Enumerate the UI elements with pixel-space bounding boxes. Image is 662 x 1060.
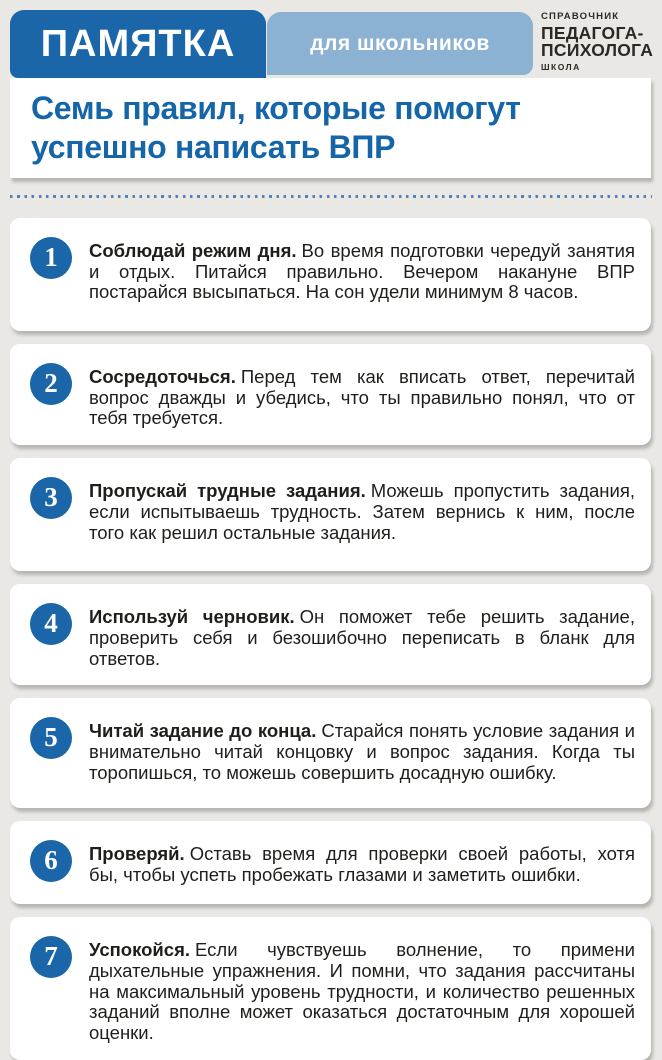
- rule-number: 1: [44, 241, 58, 272]
- rule-number: 5: [44, 721, 58, 752]
- rule-number: 4: [44, 607, 58, 638]
- rule-card-7: [10, 917, 651, 1060]
- rule-body: Можешь пропустить задания, если испытываешь трудность. Затем вернись к ним, после того как решил остальные задания.: [89, 480, 636, 543]
- rule-body: Во время подготовки чередуй занятия и отдых. Питайся правильно. Вечером накануне ВПР постарайся высыпаться. На сон удели минимум 8 часов.: [89, 240, 635, 303]
- dotted-divider: [10, 195, 652, 198]
- rule-text: [89, 367, 635, 429]
- memo-badge: [10, 10, 266, 78]
- title-card: [10, 78, 651, 178]
- rule-number: 7: [44, 940, 58, 971]
- rule-card-6: [10, 821, 651, 904]
- rule-body: Оставь время для проверки своей работы, хотя бы, чтобы успеть пробежать глазами и заметить ошибки.: [89, 843, 635, 885]
- rule-card-5: [10, 698, 651, 808]
- rule-number-badge: [30, 936, 72, 978]
- rule-number-badge: [30, 237, 72, 279]
- rule-number: 3: [44, 481, 58, 512]
- rule-number-badge: [30, 603, 72, 645]
- rule-lead: Пропускай трудные задания.: [89, 480, 366, 502]
- rule-card-3: [10, 458, 651, 571]
- rule-text: [89, 607, 635, 669]
- rule-text: [89, 481, 635, 555]
- logo-bottom-line: ШКОЛА: [541, 62, 581, 73]
- rule-number: 6: [44, 844, 58, 875]
- rule-body: Если чувствуешь волнение, то примени дыхательные упражнения. И помни, что задания рассчитаны на максимальный уровень трудности, и количество решенных заданий вполне может оказаться достаточным для хорошей оценки.: [89, 939, 635, 1044]
- header: [0, 0, 662, 78]
- rule-body: Старайся понять условие задания и внимательно читай концовку и вопрос задания. Когда ты торопишься, то можешь совершить досадную ошибку.: [89, 720, 635, 783]
- rule-text: [89, 940, 635, 1044]
- rule-body: Он поможет тебе решить задание, проверить себя и безошибочно переписать в бланк для ответов.: [89, 606, 635, 669]
- rule-number-badge: [30, 363, 72, 405]
- rule-lead: Используй черновик.: [89, 606, 295, 628]
- rule-lead: Проверяй.: [89, 843, 185, 865]
- rule-card-2: [10, 344, 651, 445]
- rule-number-badge: [30, 717, 72, 759]
- rules-list: [10, 218, 651, 1060]
- rule-card-1: [10, 218, 651, 331]
- audience-badge-label: для школьников: [310, 31, 490, 55]
- rule-lead: Читай задание до конца.: [89, 720, 317, 742]
- rule-number: 2: [44, 367, 58, 398]
- rule-card-4: [10, 584, 651, 685]
- rule-number-badge: [30, 840, 72, 882]
- rule-text: [89, 241, 635, 315]
- rule-lead: Успокойся.: [89, 939, 191, 961]
- rule-text: [89, 844, 635, 888]
- page-title: Семь правил, которые помогут успешно написать ВПР: [31, 89, 521, 165]
- publisher-logo: [541, 12, 656, 72]
- rule-lead: Соблюдай режим дня.: [89, 240, 297, 261]
- rule-lead: Сосредоточься.: [89, 366, 236, 387]
- memo-badge-label: ПАМЯТКА: [40, 22, 236, 65]
- audience-badge: [267, 12, 533, 75]
- logo-top-line: СПРАВОЧНИК: [541, 11, 620, 22]
- rule-text: [89, 721, 635, 792]
- logo-main-line-2: ПСИХОЛОГА: [541, 40, 654, 61]
- logo-main-line-1: ПЕДАГОГА-: [541, 22, 644, 43]
- rule-body: Перед тем как вписать ответ, перечитай вопрос дважды и убедись, что ты правильно понял, что от тебя требуется.: [89, 366, 635, 429]
- rule-number-badge: [30, 477, 72, 519]
